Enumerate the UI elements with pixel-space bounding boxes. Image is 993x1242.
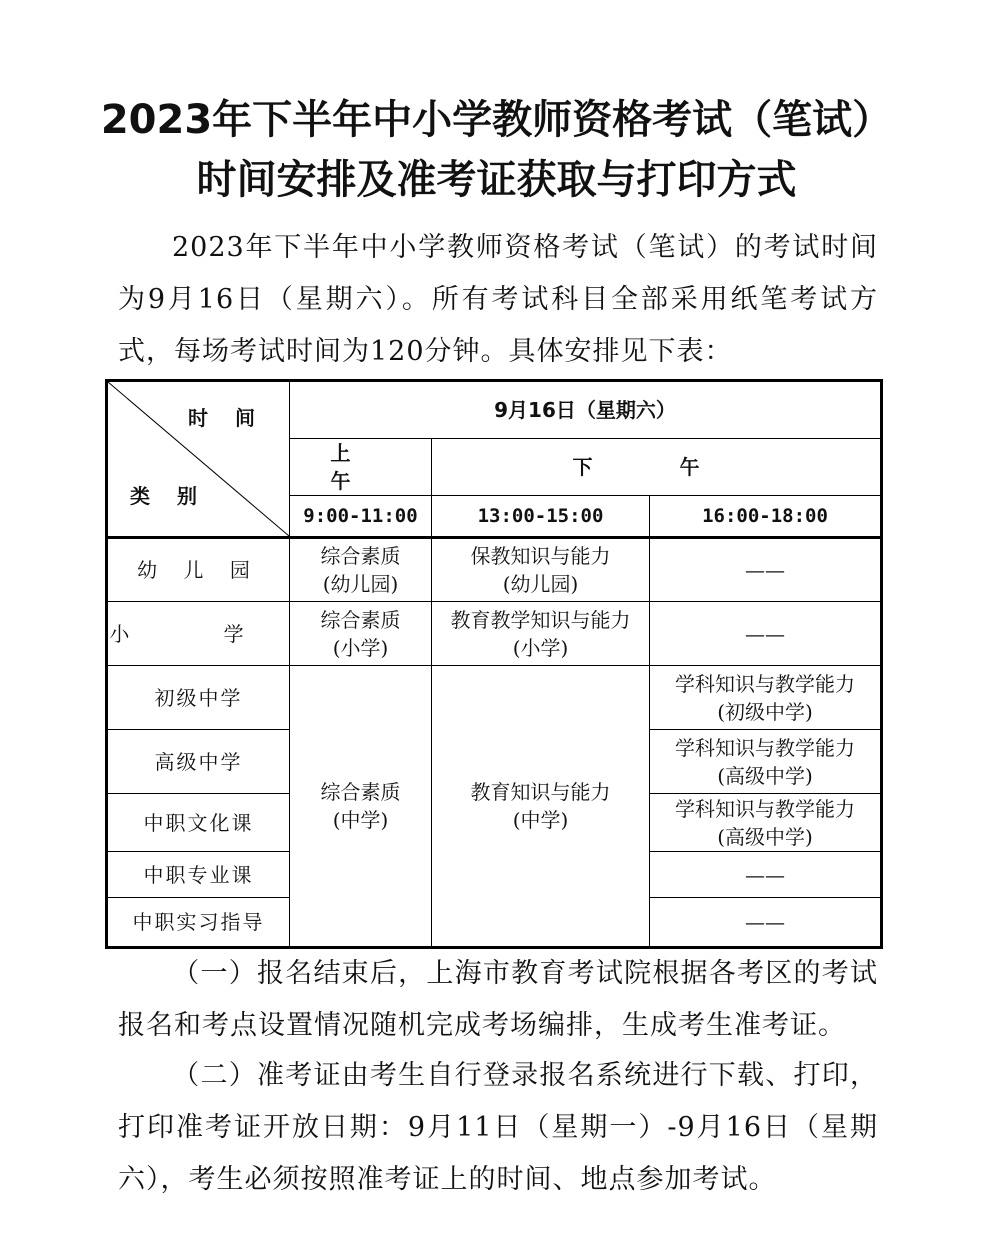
intro-paragraph <box>118 222 878 378</box>
middle-slot-2-cell: 教育知识与能力 (中学) <box>432 666 650 948</box>
date-header: 9月16日（星期六） <box>290 381 882 439</box>
exam-schedule-table <box>105 379 883 949</box>
slot-3-header: 16:00-18:00 <box>650 496 882 538</box>
document-title-line2: 时间安排及准考证获取与打印方式 <box>196 157 797 203</box>
afternoon-header: 下 午 <box>432 439 882 496</box>
category-cell: 小 学 <box>107 602 290 666</box>
document-title-line1: 2023年下半年中小学教师资格考试（笔试） <box>100 97 893 143</box>
note-2-text: （二）准考证由考生自行登录报名系统进行下载、打印，打印准考证开放日期：9月11日（星期一）-9月16日（星期六），考生必须按照准考证上的时间、地点参加考试。 <box>118 1060 878 1195</box>
note-1-paragraph <box>118 948 878 1052</box>
slot-2-cell: 保教知识与能力 (幼儿园) <box>432 538 650 602</box>
category-cell: 中职专业课 <box>107 852 290 898</box>
table-row-junior <box>107 666 882 730</box>
note-2-paragraph <box>118 1050 878 1206</box>
slot-2-cell: 教育教学知识与能力 (小学) <box>432 602 650 666</box>
slot-3-cell: —— <box>650 852 882 898</box>
slot-3-cell: 学科知识与教学能力 (初级中学) <box>650 666 882 730</box>
category-cell: 幼 儿 园 <box>107 538 290 602</box>
corner-time-label: 时 间 <box>188 406 265 430</box>
note-1-text: （一）报名结束后，上海市教育考试院根据各考区的考试报名和考点设置情况随机完成考场编排，生成考生准考证。 <box>118 958 878 1041</box>
corner-category-label: 类 别 <box>130 484 207 508</box>
table-corner-cell <box>107 381 290 538</box>
category-cell: 中职文化课 <box>107 794 290 852</box>
slot-3-cell: —— <box>650 538 882 602</box>
slot-3-cell: —— <box>650 898 882 948</box>
intro-text: 2023年下半年中小学教师资格考试（笔试）的考试时间为9月16日（星期六）。所有考试科目全部采用纸笔考试方式，每场考试时间为120分钟。具体安排见下表： <box>118 232 878 367</box>
category-cell: 高级中学 <box>107 730 290 794</box>
category-cell: 初级中学 <box>107 666 290 730</box>
slot-3-cell: 学科知识与教学能力 (高级中学) <box>650 730 882 794</box>
table-row-kindergarten <box>107 538 882 602</box>
slot-3-cell: —— <box>650 602 882 666</box>
slot-2-header: 13:00-15:00 <box>432 496 650 538</box>
category-cell: 中职实习指导 <box>107 898 290 948</box>
slot-1-cell: 综合素质 (小学) <box>290 602 432 666</box>
middle-slot-1-cell: 综合素质 (中学) <box>290 666 432 948</box>
morning-header: 上 午 <box>290 439 432 496</box>
slot-1-cell: 综合素质 (幼儿园) <box>290 538 432 602</box>
slot-1-header: 9:00-11:00 <box>290 496 432 538</box>
table-row-primary <box>107 602 882 666</box>
slot-3-cell: 学科知识与教学能力 (高级中学) <box>650 794 882 852</box>
